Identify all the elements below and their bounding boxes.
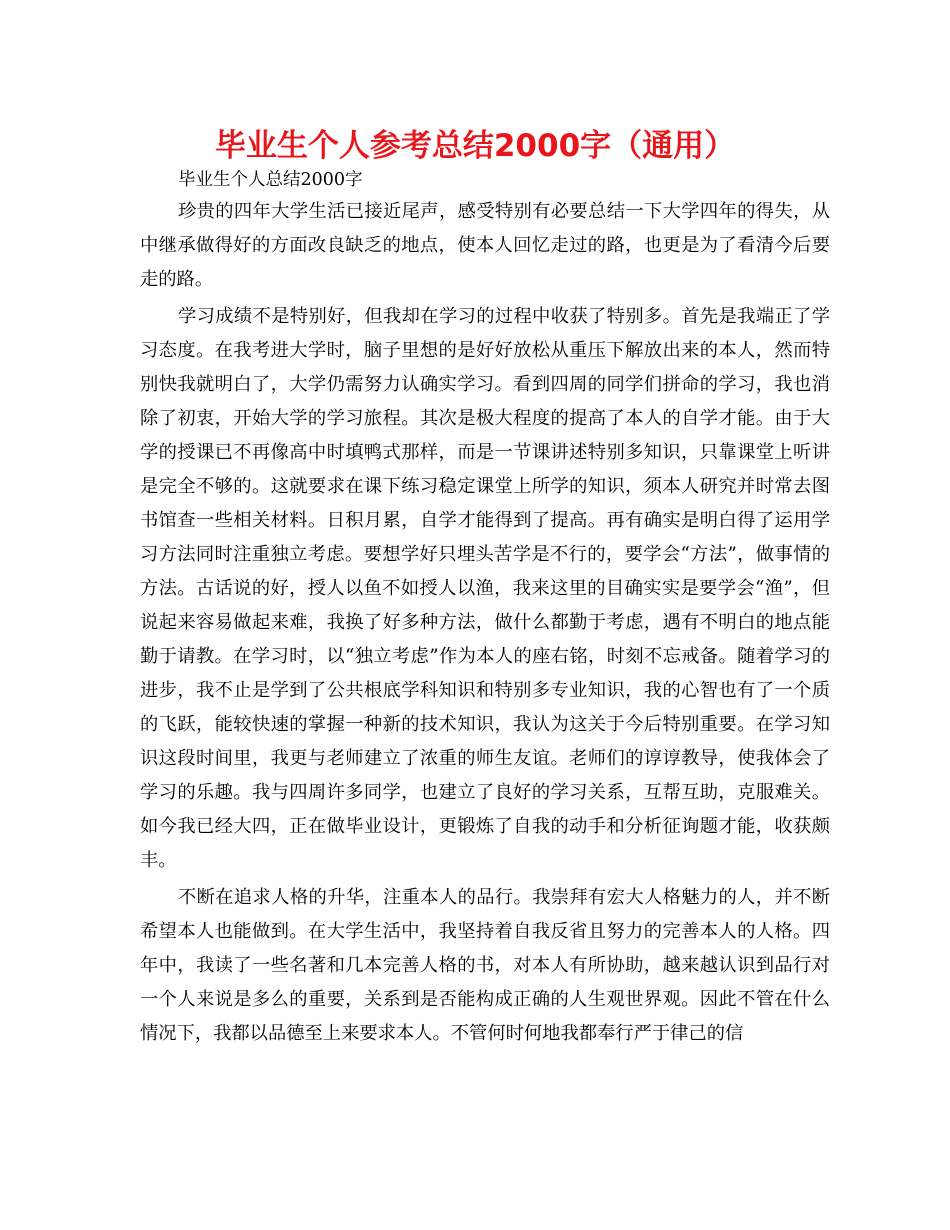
paragraph-study: 学习成绩不是特别好，但我却在学习的过程中收获了特别多。首先是我端正了学习态度。在我考进大学时，脑子里想的是好好放松从重压下解放出来的本人，然而特别快我就明白了，大学仍需努力认确实学习。看到四周的同学们拼命的学习，我也消除了初衷，开始大学的学习旅程。其次是极大程度的提高了本人的自学才能。由于大学的授课已不再像高中时填鸭式那样，而是一节课讲述特别多知识，只靠课堂上听讲是完全不够的。这就要求在课下练习稳定课堂上所学的知识，须本人研究并时常去图书馆查一些相关材料。日积月累，自学才能得到了提高。再有确实是明白得了运用学习方法同时注重独立考虑。要想学好只埋头苦学是不行的，要学会“方法”，做事情的方法。古话说的好，授人以鱼不如授人以渔，我来这里的目确实实是要学会“渔”，但说起来容易做起来难，我换了好多种方法，做什么都勤于考虑，遇有不明白的地点能勤于请教。在学习时，以“独立考虑”作为本人的座右铭，时刻不忘戒备。随着学习的进步，我不止是学到了公共根底学科知识和特别多专业知识，我的心智也有了一个质的飞跃，能较快速的掌握一种新的技术知识，我认为这关于今后特别重要。在学习知识这段时间里，我更与老师建立了浓重的师生友谊。老师们的谆谆教导，使我体会了学习的乐趣。我与四周许多同学，也建立了良好的学习关系，互帮互助，克服难关。如今我已经大四，正在做毕业设计，更锻炼了自我的动手和分析征询题才能，收获颇丰。	[140, 306, 830, 871]
paragraph-intro: 珍贵的四年大学生活已接近尾声，感受特别有必要总结一下大学四年的得失，从中继承做得好的方面改良缺乏的地点，使本人回忆走过的路，也更是为了看清今后要走的路。	[140, 201, 830, 290]
document-title: 毕业生个人参考总结2000字（通用）	[214, 128, 736, 164]
paragraph-character: 不断在追求人格的升华，注重本人的品行。我崇拜有宏大人格魅力的人，并不断希望本人也能做到。在大学生活中，我坚持着自我反省且努力的完善本人的人格。四年中，我读了一些名著和几本完善人格的书，对本人有所协助，越来越认识到品行对一个人来说是多么的重要，关系到是否能构成正确的人生观世界观。因此不管在什么情况下，我都以品德至上来要求本人。不管何时何地我都奉行严于律己的信	[140, 887, 830, 1044]
document-body	[140, 195, 830, 1054]
document-subtitle: 毕业生个人总结2000字	[178, 170, 363, 190]
